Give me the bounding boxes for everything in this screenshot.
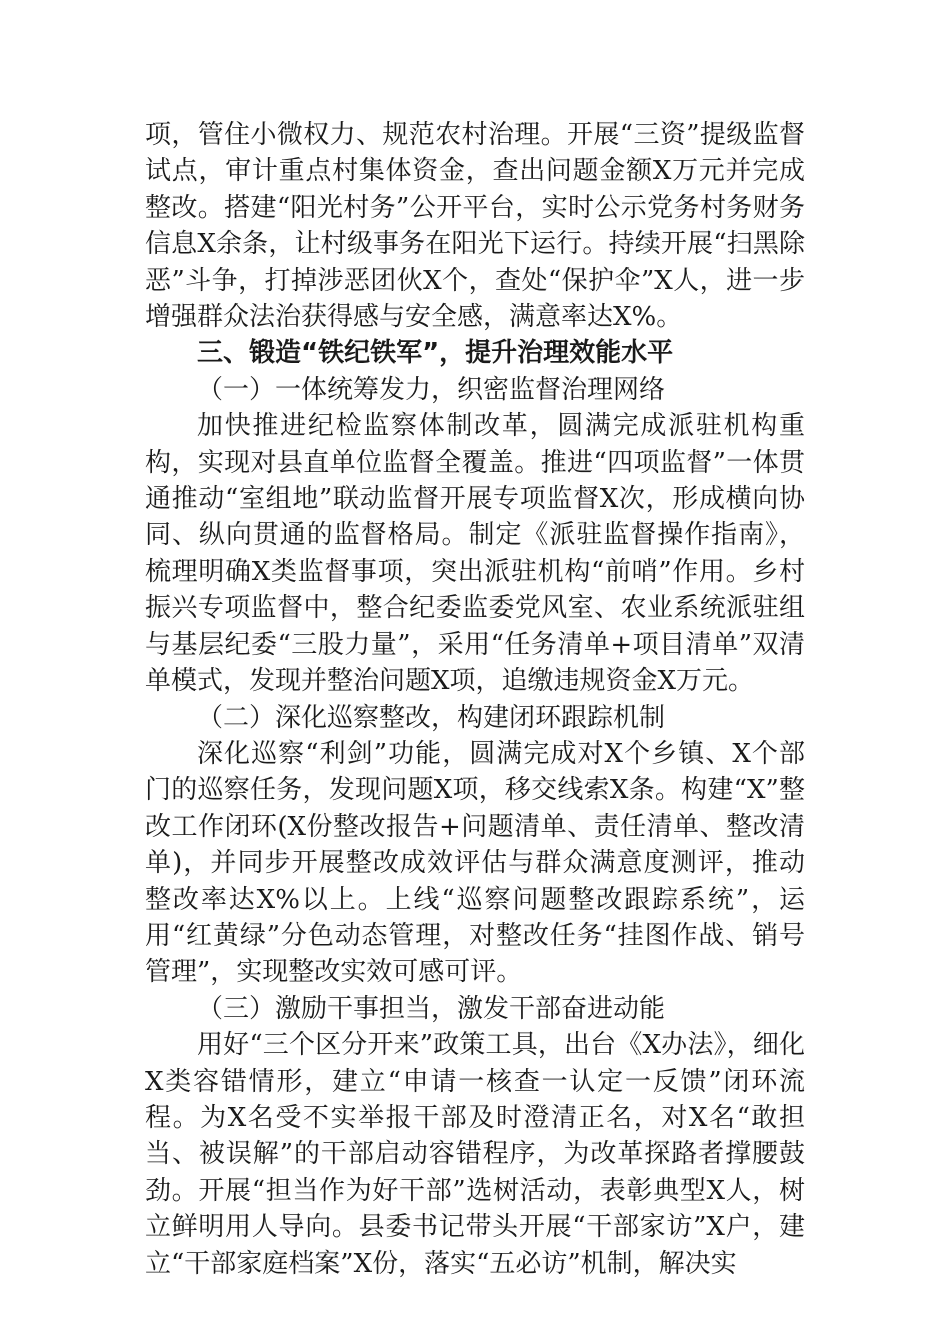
paragraph: 深化巡察“利剑”功能，圆满完成对X个乡镇、X个部门的巡察任务，发现问题X项，移交线索X条。构建“X”整改工作闭环(X份整改报告+问题清单、责任清单、整改清单)，并同步开展整改成效评估与群众满意度测评，推动整改率达X%以上。上线“巡察问题整改跟踪系统”，运用“红黄绿”分色动态管理，对整改任务“挂图作战、销号管理”，实现整改实效可感可评。 bbox=[145, 738, 805, 988]
subsection-heading: （三）激励干事担当，激发干部奋进动能 bbox=[197, 993, 666, 1024]
paragraph: 加快推进纪检监察体制改革，圆满完成派驻机构重构，实现对县直单位监督全覆盖。推进“四项监督”一体贯通推动“室组地”联动监督开展专项监督X次，形成横向协同、纵向贯通的监督格局。制定《派驻监督操作指南》，梳理明确X类监督事项，突出派驻机构“前哨”作用。乡村振兴专项监督中，整合纪委监委党风室、农业系统派驻组与基层纪委“三股力量”，采用“任务清单+项目清单”双清单模式，发现并整治问题X项，追缴违规资金X万元。 bbox=[145, 411, 805, 697]
subsection-heading: （二）深化巡察整改，构建闭环跟踪机制 bbox=[197, 702, 666, 733]
paragraph-continued: 项，管住小微权力、规范农村治理。开展“三资”提级监督试点，审计重点村集体资金，查出问题金额X万元并完成整改。搭建“阳光村务”公开平台，实时公示党务村务财务信息X余条，让村级事务在阳光下运行。持续开展“扫黑除恶”斗争，打掉涉恶团伙X个，查处“保护伞”X人，进一步增强群众法治获得感与安全感，满意率达X%。 bbox=[145, 120, 805, 333]
subsection-heading: （一）一体统筹发力，织密监督治理网络 bbox=[197, 374, 666, 405]
paragraph: 用好“三个区分开来”政策工具，出台《X办法》，细化X类容错情形，建立“申请一核查一认定一反馈”闭环流程。为X名受不实举报干部及时澄清正名，对X名“敢担当、被误解”的干部启动容错程序，为改革探路者撑腰鼓劲。开展“担当作为好干部”选树活动，表彰典型X人，树立鲜明用人导向。县委书记带头开展“干部家访”X户，建立“干部家庭档案”X份，落实“五必访”机制，解决实 bbox=[145, 1030, 805, 1279]
section-heading: 三、锻造“铁纪铁军”，提升治理效能水平 bbox=[197, 338, 674, 369]
document-body bbox=[145, 117, 805, 1282]
